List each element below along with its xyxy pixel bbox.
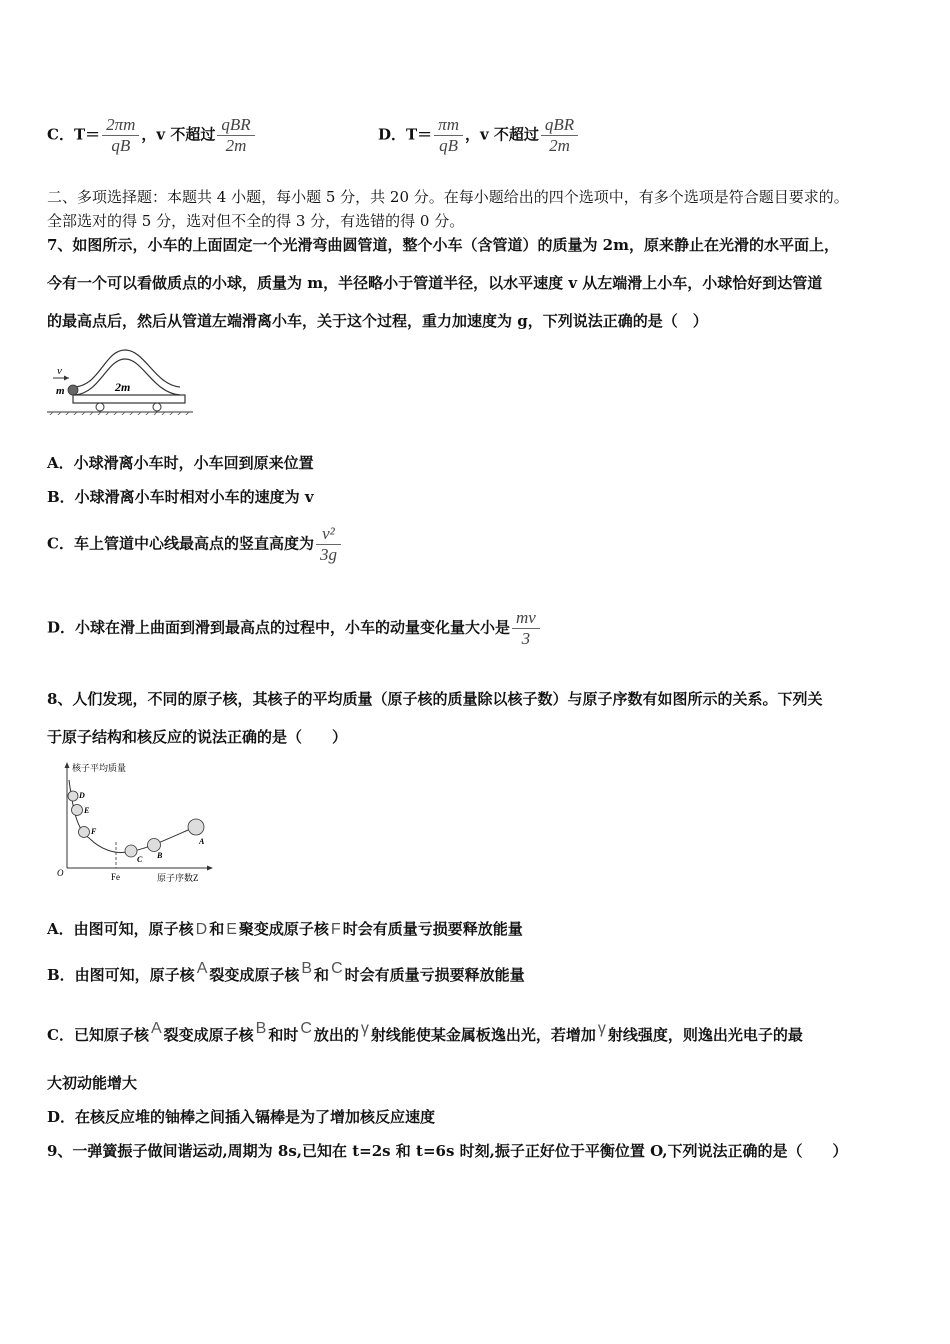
q8-y-label: 核子平均质量	[72, 763, 127, 773]
q7-stem-line2: 今有一个可以看做质点的小球，质量为 m，半径略小于管道半径，以水平速度 v 从左端滑上小车，小球恰好到达管道	[47, 274, 823, 292]
q6-d-label: D．T＝	[378, 125, 433, 144]
q7-label-m: m	[56, 385, 65, 397]
q8-option-c: C．已知原子核 A 裂变成原子核 B 和时 C 放出的 γ 射线能使某金属板逸出光，若增加 γ 射线强度，则逸出光电子的最	[47, 1020, 803, 1044]
q6-c-period-fraction: $\frac{2\pi m}{qB}$	[102, 115, 139, 156]
q8-x-label: 原子序数Z	[157, 873, 199, 883]
q6-d-mid: ，v 不超过	[464, 125, 539, 144]
q7-wheel-left	[96, 403, 104, 411]
q8-stem-line1: 8、人们发现，不同的原子核，其核子的平均质量（原子核的质量除以核子数）与原子序数有如图所示的关系。下列关	[47, 690, 823, 708]
q8-option-b: B．由图可知，原子核 A 裂变成原子核 B 和 C 时会有质量亏损要释放能量	[47, 960, 525, 984]
q6-c-label: C．T＝	[47, 125, 101, 144]
q8-point-d: D	[79, 791, 85, 800]
q7-option-a: A．小球滑离小车时，小车回到原来位置	[47, 454, 314, 472]
q7-label-v: v	[57, 365, 62, 377]
q7-d-momentum-fraction: $\frac{mv}{3}$	[512, 608, 540, 649]
q7-option-c: C．车上管道中心线最高点的竖直高度为 $\frac{\text{v²}}{3g}$	[47, 524, 343, 565]
q7-label-2m: 2m	[115, 380, 131, 394]
q8-figure-binding-curve	[55, 760, 215, 885]
q8-point-f: F	[91, 827, 97, 836]
q7-ball	[68, 385, 78, 395]
q8-point-e: E	[84, 806, 90, 815]
section2-line2: 全部选对的得 5 分，选对但不全的得 3 分，有选错的得 0 分。	[47, 212, 465, 230]
q6-d-speed-fraction: $\frac{\text{qBR}}{2m}$	[541, 115, 578, 156]
q8-option-c-line2: 大初动能增大	[47, 1074, 138, 1092]
q7-stem-line1: 7、如图所示，小车的上面固定一个光滑弯曲圆管道，整个小车（含管道）的质量为 2m，原来静止在光滑的水平面上，	[47, 236, 839, 254]
q8-point-c: C	[137, 855, 143, 864]
q8-origin: O	[57, 868, 64, 878]
q9-stem: 9、一弹簧振子做间谐运动,周期为 8s,已知在 t=2s 和 t=6s 时刻,振子正好位于平衡位置 O,下列说法正确的是（ ）	[47, 1142, 848, 1160]
q7-stem-line3: 的最高点后，然后从管道左端滑离小车，关于这个过程，重力加速度为 g，下列说法正确的是（ ）	[47, 312, 708, 330]
q8-option-d: D．在核反应堆的铀棒之间插入镉棒是为了增加核反应速度	[47, 1108, 436, 1126]
q8-point-b: B	[157, 851, 163, 860]
q6-d-period-fraction: $\frac{\pi m}{qB}$	[434, 115, 463, 156]
section2-line1: 二、多项选择题：本题共 4 小题，每小题 5 分，共 20 分。在每小题给出的四个选项中，有多个选项是符合题目要求的。	[47, 188, 849, 206]
q6-option-c	[47, 115, 257, 156]
q7-c-height-fraction: $\frac{\text{v²}}{3g}$	[316, 524, 341, 565]
q8-stem-line2: 于原子结构和核反应的说法正确的是（ ）	[47, 728, 348, 746]
q6-option-d	[378, 115, 580, 156]
q8-point-a: A	[199, 837, 205, 846]
q7-figure-cart	[45, 345, 195, 415]
q8-curve	[69, 780, 195, 852]
q6-c-mid: ，v 不超过	[141, 125, 216, 144]
q7-option-b: B．小球滑离小车时相对小车的速度为 v	[47, 488, 314, 506]
q7-wheel-right	[153, 403, 161, 411]
q8-option-a: A．由图可知，原子核 D 和 E 聚变成原子核 F 时会有质量亏损要释放能量	[47, 920, 523, 938]
q6-c-speed-fraction: $\frac{\text{qBR}}{2m}$	[217, 115, 254, 156]
q7-option-d: D．小球在滑上曲面到滑到最高点的过程中，小车的动量变化量大小是 $\frac{mv}{3}$	[47, 608, 542, 649]
q8-fe-label: Fe	[111, 872, 120, 882]
